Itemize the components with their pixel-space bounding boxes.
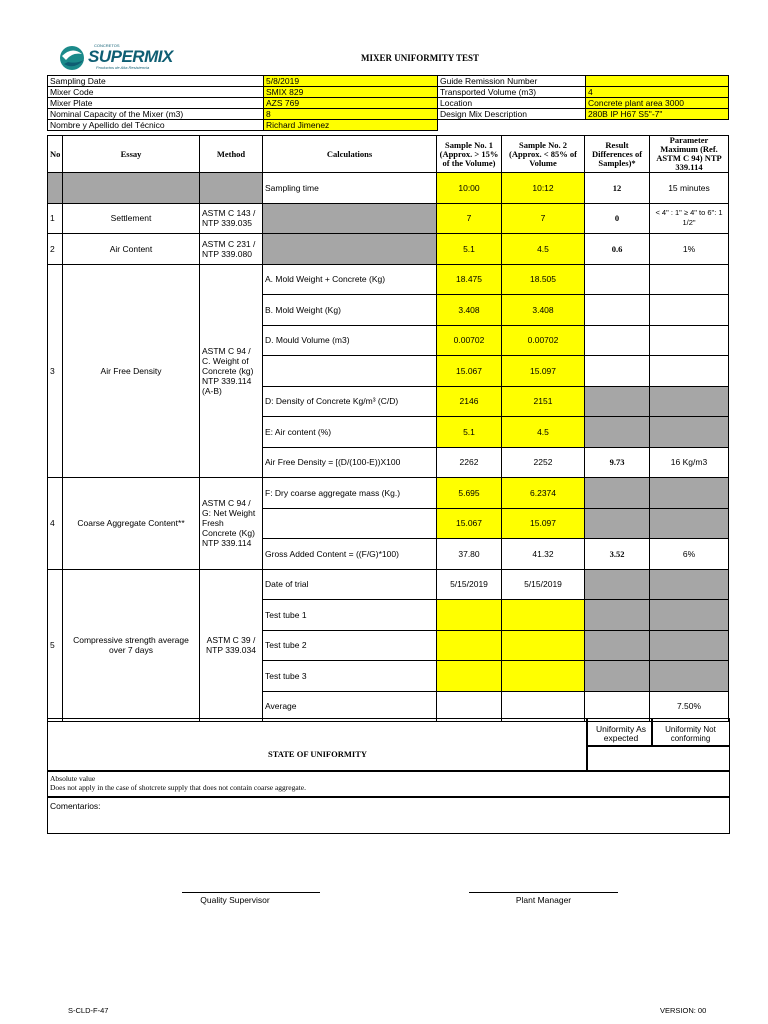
sample1-value[interactable]: 5.695	[437, 478, 502, 509]
info-label: Guide Remission Number	[438, 76, 586, 87]
sample1-value[interactable]: 5.1	[437, 417, 502, 448]
test-table	[47, 135, 729, 722]
calc-label: Date of trial	[263, 569, 437, 600]
grey-cell	[63, 173, 200, 204]
info-value[interactable]: 280B IP H67 S5"-7"	[586, 109, 729, 120]
grey-cell	[585, 569, 650, 600]
info-label: Transported Volume (m3)	[438, 87, 586, 98]
comments-box[interactable]	[47, 796, 730, 834]
calc-label: Air Free Density = [(D/(100-E))X100	[263, 447, 437, 478]
uniformity-ok-cell[interactable]	[586, 718, 653, 747]
info-empty	[586, 120, 729, 131]
essay-label: Air Free Density	[63, 264, 200, 478]
calc-label: D. Mould Volume (m3)	[263, 325, 437, 356]
info-value[interactable]: Concrete plant area 3000	[586, 98, 729, 109]
calc-label: E: Air content (%)	[263, 417, 437, 448]
calc-label: Sampling time	[263, 173, 437, 204]
grey-cell	[585, 386, 650, 417]
uniformity-result-cell[interactable]	[586, 745, 730, 772]
calc-label: Test tube 3	[263, 661, 437, 692]
calc-label: A. Mold Weight + Concrete (Kg)	[263, 264, 437, 295]
grey-cell	[650, 600, 729, 631]
info-label: Sampling Date	[48, 76, 264, 87]
sample1-value[interactable]: 3.408	[437, 295, 502, 326]
method-label: ASTM C 231 / NTP 339.080	[200, 234, 263, 265]
signature-label-left: Quality Supervisor	[200, 895, 270, 905]
table-row	[48, 569, 729, 600]
info-row	[48, 109, 729, 120]
table-header-row	[48, 136, 729, 173]
sample1-value[interactable]	[437, 600, 502, 631]
result-value: 3.52	[585, 539, 650, 570]
empty-cell	[585, 295, 650, 326]
table-row	[48, 173, 729, 204]
info-value[interactable]: AZS 769	[264, 98, 438, 109]
result-value: 12	[585, 173, 650, 204]
empty-cell	[650, 295, 729, 326]
col-result: Result Differences of Samples)*	[585, 136, 650, 173]
calc-label: F: Dry coarse aggregate mass (Kg.)	[263, 478, 437, 509]
grey-cell	[650, 417, 729, 448]
sample2-value[interactable]: 3.408	[502, 295, 585, 326]
param-value: 6%	[650, 539, 729, 570]
empty-cell	[585, 264, 650, 295]
essay-label: Compressive strength average over 7 days	[63, 569, 200, 722]
sample2-value[interactable]: 0.00702	[502, 325, 585, 356]
info-row	[48, 98, 729, 109]
uniformity-ok-label: Uniformity As expected	[595, 724, 647, 743]
uniformity-box	[47, 718, 588, 772]
grey-cell	[585, 417, 650, 448]
essay-label: Settlement	[63, 203, 200, 234]
empty-cell	[650, 356, 729, 387]
signature-line-right	[469, 892, 618, 893]
col-calculations: Calculations	[263, 136, 437, 173]
param-value: 1%	[650, 234, 729, 265]
grey-cell	[650, 386, 729, 417]
sample2-value[interactable]: 15.097	[502, 508, 585, 539]
row-no: 2	[48, 234, 63, 265]
grey-cell	[585, 661, 650, 692]
info-value[interactable]	[586, 76, 729, 87]
info-label: Design Mix Description	[438, 109, 586, 120]
grey-cell	[263, 234, 437, 265]
empty-cell	[650, 264, 729, 295]
row-no: 5	[48, 569, 63, 722]
sample2-value[interactable]	[502, 630, 585, 661]
uniformity-nok-cell[interactable]	[651, 718, 730, 747]
row-no: 3	[48, 264, 63, 478]
calc-label	[263, 508, 437, 539]
sample1-value[interactable]	[437, 661, 502, 692]
param-value: 16 Kg/m3	[650, 447, 729, 478]
sample2-value: 41.32	[502, 539, 585, 570]
sample1-value[interactable]: 7	[437, 203, 502, 234]
row-no: 4	[48, 478, 63, 570]
logo-tagline: Productos de Alta Resistencia	[96, 65, 150, 70]
sample2-value[interactable]	[502, 600, 585, 631]
empty-cell	[650, 325, 729, 356]
sample1-value[interactable]: 0.00702	[437, 325, 502, 356]
info-label: Mixer Code	[48, 87, 264, 98]
method-label: ASTM C 39 / NTP 339.034	[200, 569, 263, 722]
essay-label: Air Content	[63, 234, 200, 265]
col-essay: Essay	[63, 136, 200, 173]
sample2-value[interactable]: 2151	[502, 386, 585, 417]
info-empty	[438, 120, 586, 131]
sample1-value	[437, 691, 502, 722]
sample1-value: 37.80	[437, 539, 502, 570]
calc-label	[263, 356, 437, 387]
sample1-value[interactable]	[437, 630, 502, 661]
table-row	[48, 264, 729, 295]
grey-cell	[200, 173, 263, 204]
empty-cell	[585, 691, 650, 722]
notes-box	[47, 770, 730, 798]
sample2-value[interactable]: 15.097	[502, 356, 585, 387]
sample1-value: 2262	[437, 447, 502, 478]
calc-label: Average	[263, 691, 437, 722]
grey-cell	[585, 478, 650, 509]
essay-label: Coarse Aggregate Content**	[63, 478, 200, 570]
calc-label: D: Density of Concrete Kg/m³ (C/D)	[263, 386, 437, 417]
sample2-value[interactable]	[502, 661, 585, 692]
calc-label: B. Mold Weight (Kg)	[263, 295, 437, 326]
sample2-value	[502, 691, 585, 722]
row-no: 1	[48, 203, 63, 234]
info-value[interactable]: 8	[264, 109, 438, 120]
info-value[interactable]: SMIX 829	[264, 87, 438, 98]
col-parameter: Parameter Maximum (Ref. ASTM C 94) NTP 339.114	[650, 136, 729, 173]
method-label: ASTM C 94 / C. Weight of Concrete (kg) NTP 339.114 (A-B)	[200, 264, 263, 478]
method-label: ASTM C 143 / NTP 339.035	[200, 203, 263, 234]
sample2-value[interactable]: 10:12	[502, 173, 585, 204]
grey-cell	[585, 600, 650, 631]
grey-cell	[650, 630, 729, 661]
sample2-value: 2252	[502, 447, 585, 478]
logo-text: SUPERMIX	[88, 47, 173, 66]
sample1-value[interactable]: 18.475	[437, 264, 502, 295]
grey-cell	[650, 569, 729, 600]
calc-label: Gross Added Content = ((F/G)*100)	[263, 539, 437, 570]
info-label: Location	[438, 98, 586, 109]
grey-cell	[650, 478, 729, 509]
sample2-value[interactable]: 4.5	[502, 234, 585, 265]
note-absolute: Absolute value	[50, 774, 96, 783]
sample1-value[interactable]: 2146	[437, 386, 502, 417]
col-sample2: Sample No. 2 (Approx. < 85% of Volume	[502, 136, 585, 173]
signature-line-left	[182, 892, 320, 893]
info-label: Nombre y Apellido del Técnico	[48, 120, 264, 131]
grey-cell	[48, 173, 63, 204]
signature-label-right: Plant Manager	[515, 895, 572, 905]
sample2-value[interactable]: 4.5	[502, 417, 585, 448]
page-title: MIXER UNIFORMITY TEST	[360, 53, 479, 63]
state-of-uniformity-label: STATE OF UNIFORMITY	[267, 749, 368, 759]
grey-cell	[585, 630, 650, 661]
col-sample1: Sample No. 1 (Approx. > 15% of the Volume)	[437, 136, 502, 173]
grey-cell	[650, 661, 729, 692]
grey-cell	[585, 508, 650, 539]
result-value: 0	[585, 203, 650, 234]
empty-cell	[585, 325, 650, 356]
form-code: S-CLD-F-47	[68, 1006, 109, 1015]
info-value[interactable]: 5/8/2019	[264, 76, 438, 87]
info-value[interactable]: 4	[586, 87, 729, 98]
table-row	[48, 234, 729, 265]
sample2-value[interactable]: 7	[502, 203, 585, 234]
logo-top-text: CONCRETOS	[94, 43, 120, 48]
info-row	[48, 87, 729, 98]
method-label: ASTM C 94 / G: Net Weight Fresh Concrete (Kg) NTP 339.114	[200, 478, 263, 570]
sample2-value[interactable]: 6.2374	[502, 478, 585, 509]
sample2-value: 5/15/2019	[502, 569, 585, 600]
result-value: 9.73	[585, 447, 650, 478]
uniformity-nok-label: Uniformity Not conforming	[665, 725, 716, 743]
info-value[interactable]: Richard Jimenez	[264, 120, 438, 131]
grey-cell	[263, 203, 437, 234]
info-table	[47, 75, 729, 131]
grey-cell	[650, 508, 729, 539]
form-version: VERSION: 00	[660, 1006, 707, 1015]
col-method: Method	[200, 136, 263, 173]
empty-cell	[585, 356, 650, 387]
info-row	[48, 76, 729, 87]
result-value: 0.6	[585, 234, 650, 265]
sample1-value: 5/15/2019	[437, 569, 502, 600]
note-shotcrete: Does not apply in the case of shotcrete supply that does not contain coarse aggregate.	[50, 783, 306, 792]
comments-label: Comentarios:	[50, 801, 101, 811]
sample2-value[interactable]: 18.505	[502, 264, 585, 295]
sample1-value[interactable]: 5.1	[437, 234, 502, 265]
param-value: < 4" : 1" ≥ 4" to 6": 1 1/2"	[650, 203, 729, 234]
param-value: 15 minutes	[650, 173, 729, 204]
calc-label: Test tube 1	[263, 600, 437, 631]
calc-label: Test tube 2	[263, 630, 437, 661]
sample1-value[interactable]: 15.067	[437, 508, 502, 539]
table-row	[48, 478, 729, 509]
param-value: 7.50%	[650, 691, 729, 722]
col-no: No	[48, 136, 63, 173]
info-row	[48, 120, 729, 131]
table-row	[48, 203, 729, 234]
sample1-value[interactable]: 15.067	[437, 356, 502, 387]
info-label: Mixer Plate	[48, 98, 264, 109]
sample1-value[interactable]: 10:00	[437, 173, 502, 204]
info-label: Nominal Capacity of the Mixer (m3)	[48, 109, 264, 120]
